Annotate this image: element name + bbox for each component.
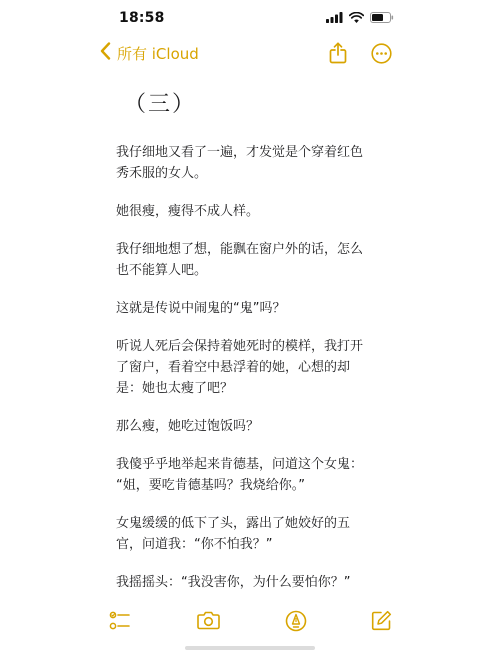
- bottom-toolbar: [0, 606, 500, 640]
- status-time: 18:58: [119, 10, 165, 26]
- back-label: 所有 iCloud: [117, 44, 199, 63]
- cellular-signal-icon: [326, 12, 343, 23]
- nav-actions: [329, 42, 392, 68]
- note-paragraph: 这就是传说中闹鬼的“鬼”吗？: [116, 301, 286, 316]
- nav-bar: [0, 40, 500, 70]
- note-paragraph: 听说人死后会保持着她死时的模样，我打开 了窗户，看着空中悬浮着的她，心想的却 是：她也太瘦了吧？: [116, 339, 364, 396]
- more-icon: [371, 43, 392, 68]
- camera-icon: [197, 610, 220, 634]
- note-paragraph: 女鬼缓缓的低下了头，露出了她姣好的五 官，问道我：“你不怕我？”: [116, 516, 351, 552]
- share-button[interactable]: [329, 42, 347, 68]
- wifi-icon: [349, 12, 364, 23]
- note-body[interactable]: [116, 92, 382, 610]
- compose-button[interactable]: [371, 610, 392, 635]
- note-paragraph: 我摇摇头：“我没害你，为什么要怕你？”: [116, 575, 351, 590]
- checklist-icon: [109, 610, 131, 636]
- note-paragraph: 那么瘦，她吃过饱饭吗？: [116, 419, 260, 434]
- note-paragraph: 我仔细地想了想，能飘在窗户外的话，怎么 也不能算人吧。: [116, 242, 364, 278]
- checklist-button[interactable]: [109, 610, 131, 636]
- home-indicator: [185, 646, 315, 650]
- note-paragraph: 我傻乎乎地举起来肯德基，问道这个女鬼： “姐，要吃肯德基吗？我烧给你。”: [116, 457, 364, 493]
- status-icons: [326, 12, 394, 23]
- chevron-left-icon: [100, 42, 111, 64]
- status-bar: [0, 0, 500, 40]
- share-icon: [329, 42, 347, 68]
- battery-icon: [370, 12, 394, 23]
- markup-pen-icon: [285, 610, 307, 636]
- note-paragraph: 她很瘦，瘦得不成人样。: [116, 204, 260, 219]
- back-button[interactable]: [100, 42, 199, 64]
- markup-button[interactable]: [285, 610, 307, 636]
- more-button[interactable]: [371, 43, 392, 68]
- camera-button[interactable]: [197, 610, 220, 634]
- note-paragraph: 我仔细地又看了一遍，才发觉是个穿着红色 秀禾服的女人。: [116, 145, 364, 181]
- note-title: （三）: [124, 92, 197, 117]
- compose-icon: [371, 610, 392, 635]
